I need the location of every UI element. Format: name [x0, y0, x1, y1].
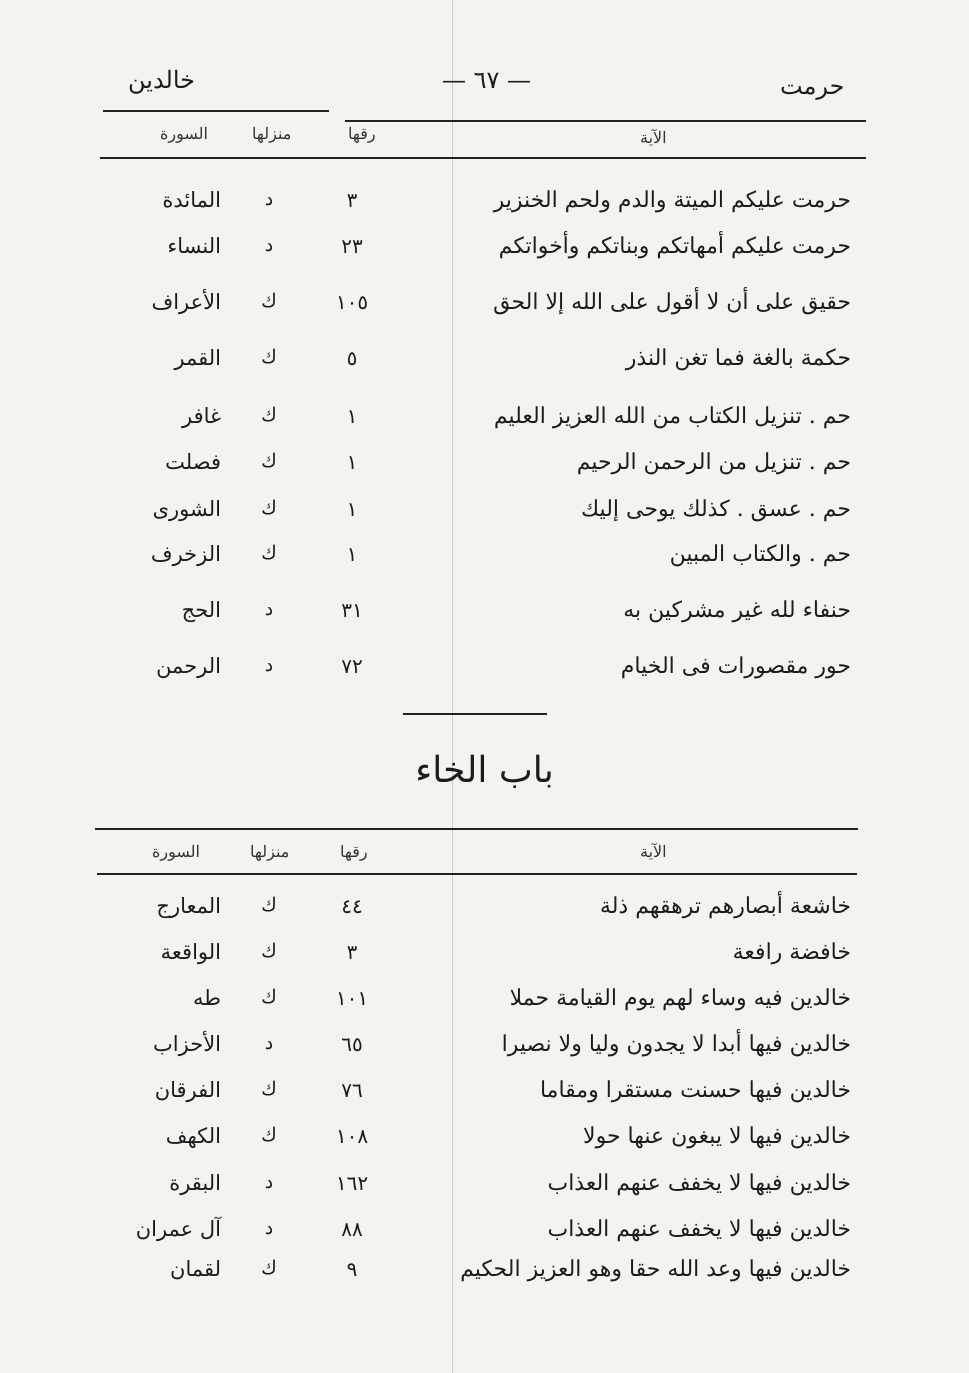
table-row — [0, 894, 969, 934]
ayah-number: ٦٥ — [341, 1032, 363, 1056]
surah-name: الزخرف — [150, 542, 221, 566]
revelation-code: د — [264, 598, 274, 620]
col-heading-number: رقها — [348, 124, 376, 143]
table-row — [0, 1217, 969, 1257]
table-row — [0, 940, 969, 980]
section-divider — [403, 713, 547, 715]
revelation-code: د — [264, 1171, 274, 1193]
revelation-code: ك — [261, 940, 277, 962]
table-row — [0, 497, 969, 537]
ayah-text: خالدين فيها لا يبغون عنها حولا — [583, 1124, 851, 1149]
revelation-code: ك — [261, 290, 277, 312]
surah-name: النساء — [167, 234, 221, 258]
revelation-code: د — [264, 654, 274, 676]
ayah-text: حرمت عليكم أمهاتكم وبناتكم وأخواتكم — [498, 234, 851, 259]
page-number: — ٦٧ — — [442, 66, 532, 94]
table-row — [0, 1032, 969, 1072]
ayah-text: خالدين فيها لا يخفف عنهم العذاب — [547, 1171, 851, 1196]
ayah-number: ٧٢ — [341, 654, 363, 678]
revelation-code: ك — [261, 1078, 277, 1100]
ayah-text: خالدين فيها أبدا لا يجدون وليا ولا نصيرا — [501, 1032, 851, 1057]
surah-name: المائدة — [162, 188, 221, 212]
ayah-text: خافضة رافعة — [732, 940, 851, 965]
revelation-code: ك — [261, 497, 277, 519]
table-row — [0, 654, 969, 694]
surah-name: القمر — [174, 346, 221, 370]
ayah-number: ١٦٢ — [335, 1171, 369, 1195]
table-row — [0, 1124, 969, 1164]
col-heading-ayah: الآية — [640, 128, 667, 147]
table-row — [0, 1078, 969, 1118]
table-row — [0, 986, 969, 1026]
surah-name: البقرة — [169, 1171, 221, 1195]
col-heading-surah: السورة — [152, 842, 200, 861]
ayah-number: ٧٦ — [341, 1078, 363, 1102]
revelation-code: ك — [261, 986, 277, 1008]
table-row — [0, 1257, 969, 1297]
col-heading-revelation: منزلها — [252, 124, 292, 143]
col-heading-surah: السورة — [160, 124, 208, 143]
table-row — [0, 542, 969, 582]
ayah-number: ٣١ — [341, 598, 363, 622]
table-row — [0, 290, 969, 330]
table-row — [0, 346, 969, 386]
ayah-text: حقيق على أن لا أقول على الله إلا الحق — [493, 290, 851, 315]
ayah-text: حم . عسق . كذلك يوحى إليك — [581, 497, 851, 522]
table-row — [0, 234, 969, 274]
surah-name: الشورى — [152, 497, 221, 521]
ayah-number: ٣ — [346, 188, 358, 212]
ayah-text: حم . تنزيل الكتاب من الله العزيز العليم — [493, 404, 851, 429]
surah-name: الأحزاب — [153, 1032, 221, 1056]
revelation-code: ك — [261, 1124, 277, 1146]
ayah-text: خالدين فيها حسنت مستقرا ومقاما — [539, 1078, 851, 1103]
table1-header-rule — [100, 157, 866, 159]
surah-name: طه — [193, 986, 221, 1010]
ayah-number: ١٠٥ — [335, 290, 369, 314]
table-row — [0, 404, 969, 444]
surah-name: آل عمران — [135, 1217, 221, 1241]
ayah-text: حم . تنزيل من الرحمن الرحيم — [576, 450, 851, 475]
ayah-text: حنفاء لله غير مشركين به — [623, 598, 851, 623]
surah-name: الأعراف — [151, 290, 221, 314]
header-left-word: خالدين — [128, 66, 196, 94]
header-rule-left — [103, 110, 329, 112]
ayah-number: ١٠١ — [335, 986, 369, 1010]
col-heading-number: رقها — [340, 842, 368, 861]
revelation-code: ك — [261, 1257, 277, 1279]
ayah-number: ٢٣ — [341, 234, 363, 258]
surah-name: غافر — [181, 404, 221, 428]
ayah-text: حرمت عليكم الميتة والدم ولحم الخنزير — [493, 188, 851, 213]
ayah-text: حور مقصورات فى الخيام — [620, 654, 851, 679]
header-right-word: حرمت — [780, 72, 845, 100]
revelation-code: ك — [261, 450, 277, 472]
ayah-number: ١٠٨ — [335, 1124, 369, 1148]
table-row — [0, 188, 969, 228]
table-row — [0, 598, 969, 638]
ayah-text: حم . والكتاب المبين — [669, 542, 851, 567]
col-heading-ayah: الآية — [640, 842, 667, 861]
surah-name: لقمان — [170, 1257, 221, 1281]
table-row — [0, 450, 969, 490]
revelation-code: د — [264, 188, 274, 210]
surah-name: الواقعة — [160, 940, 221, 964]
ayah-text: حكمة بالغة فما تغن النذر — [625, 346, 851, 371]
revelation-code: ك — [261, 894, 277, 916]
ayah-text: خاشعة أبصارهم ترهقهم ذلة — [599, 894, 851, 919]
ayah-number: ١ — [346, 404, 358, 428]
section-title: باب الخاء — [415, 750, 554, 791]
surah-name: فصلت — [165, 450, 221, 474]
col-heading-revelation: منزلها — [250, 842, 290, 861]
table2-top-rule — [95, 828, 858, 830]
ayah-number: ٥ — [346, 346, 358, 370]
surah-name: الكهف — [165, 1124, 221, 1148]
ayah-number: ١ — [346, 497, 358, 521]
revelation-code: د — [264, 1032, 274, 1054]
ayah-number: ٤٤ — [341, 894, 363, 918]
ayah-number: ٩ — [346, 1257, 358, 1281]
header-rule-right — [345, 120, 866, 122]
revelation-code: ك — [261, 346, 277, 368]
surah-name: الفرقان — [154, 1078, 221, 1102]
ayah-text: خالدين فيه وساء لهم يوم القيامة حملا — [509, 986, 851, 1011]
surah-name: الرحمن — [156, 654, 221, 678]
surah-name: المعارج — [156, 894, 221, 918]
table2-header-rule — [97, 873, 857, 875]
ayah-text: خالدين فيها وعد الله حقا وهو العزيز الحكيم — [460, 1257, 851, 1282]
ayah-number: ٣ — [346, 940, 358, 964]
table-row — [0, 1171, 969, 1211]
revelation-code: ك — [261, 542, 277, 564]
ayah-number: ١ — [346, 450, 358, 474]
revelation-code: د — [264, 234, 274, 256]
surah-name: الحج — [181, 598, 221, 622]
revelation-code: د — [264, 1217, 274, 1239]
ayah-number: ٨٨ — [341, 1217, 363, 1241]
ayah-number: ١ — [346, 542, 358, 566]
revelation-code: ك — [261, 404, 277, 426]
ayah-text: خالدين فيها لا يخفف عنهم العذاب — [547, 1217, 851, 1242]
